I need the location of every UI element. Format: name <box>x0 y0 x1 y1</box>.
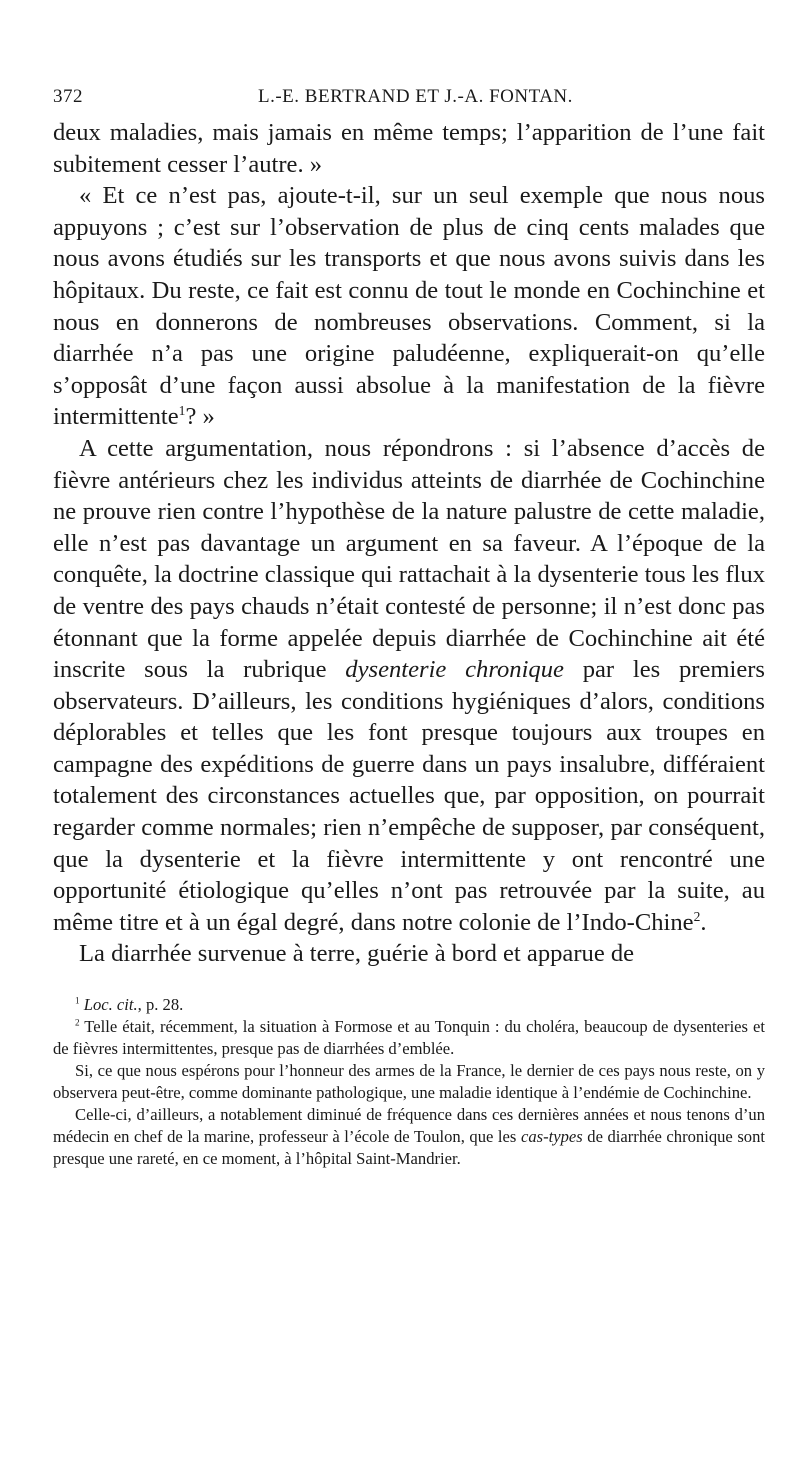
footnotes <box>53 994 765 1170</box>
footnote-2-paragraph-3-end: de diarrhée chronique sont presque une rareté, en ce moment, à l’hôpital Saint-Mandrier. <box>53 1127 766 1169</box>
paragraph-text: A cette argumentation, nous répondrons : si l’absence d’accès de fièvre antérieurs chez les individus atteints de diarrhée de Cochinchine ne prouve rien contre l’hypothèse de la nature palustre de cette maladie, elle n’est pas davantage un argument en sa faveur. A l’époque de la conquête, la doctrine classique qui rattachait à la dysenterie tous les flux de ventre des pays chauds n’était contesté de personne; il n’est donc pas étonnant que la forme appelée depuis diarrhée de Cochinchine ait été inscrite sous la rubrique <box>53 434 765 684</box>
footnote-2-italic-term: cas-types <box>520 1127 583 1147</box>
running-head-authors: L.-E. BERTRAND ET J.-A. FONTAN. <box>258 86 573 107</box>
page-number: 372 <box>53 86 83 107</box>
running-head <box>53 72 765 116</box>
footnote-2-paragraph-3 <box>53 1104 765 1170</box>
footnote-2 <box>53 1016 765 1060</box>
footnote-2-paragraph-3-text: Celle-ci, d’ailleurs, a notablement diminué de fréquence dans ces dernières années et nous tenons d’un médecin en chef de la marine, professeur à l’école de Toulon, que les <box>53 1105 765 1147</box>
footnote-ref-1[interactable]: 1 <box>178 403 186 419</box>
paragraph-text-end: . <box>700 908 707 936</box>
book-page <box>53 72 765 1170</box>
footnote-2-mark: 2 <box>75 1017 80 1028</box>
footnote-1-text: , p. 28. <box>137 995 184 1015</box>
paragraph-text-end: ? » <box>185 403 215 431</box>
footnote-2-paragraph-2: Si, ce que nous espérons pour l’honneur des armes de la France, le dernier de ces pays nous reste, on y observera peut-être, comme dominante pathologique, une maladie identique à l’endémie de Cochinchine. <box>53 1061 765 1103</box>
body-text <box>53 117 765 970</box>
paragraph-argument <box>53 433 765 939</box>
footnote-1-mark: 1 <box>75 995 80 1006</box>
footnote-2-text: Telle était, récemment, la situation à Formose et au Tonquin : du choléra, beaucoup de dysenteries et de fièvres intermittentes, presque pas de diarrhées d’emblée. <box>53 1017 765 1059</box>
footnote-ref-2[interactable]: 2 <box>693 908 701 924</box>
paragraph-text: « Et ce n’est pas, ajoute-t-il, sur un seul exemple que nous nous appuyons ; c’est sur l’observation de plus de cinq cents malades que nous avons étudiés sur les transports et que nous avons suivis dans les hôpitaux. Du reste, ce fait est connu de tout le monde en Cochinchine et nous en donnerons de nombreuses observations. Comment, si la diarrhée n’a pas une origine paludéenne, expliquerait-on qu’elle s’opposât d’une façon aussi absolue à la manifestation de la fièvre intermittente <box>53 182 765 431</box>
paragraph-last: La diarrhée survenue à terre, guérie à bord et apparue de <box>79 940 635 968</box>
footnote-1-italic: Loc. cit. <box>83 995 138 1015</box>
italic-term: dysenterie chronique <box>345 656 564 684</box>
paragraph-continued: deux maladies, mais jamais en même temps; l’apparition de l’une fait subitement cesser l’autre. » <box>53 119 765 178</box>
footnote-1 <box>53 994 765 1016</box>
paragraph-text-continued: par les premiers observateurs. D’ailleurs, les conditions hygiéniques d’alors, conditions déplorables et telles que les font presque toujours aux troupes en campagne des expéditions de guerre dans un pays insalubre, différaient totalement des circonstances actuelles que, par opposition, on pourrait regarder comme normales; rien n’empêche de supposer, par conséquent, que la dysenterie et la fièvre intermittente y ont rencontré une opportunité étiologique qu’elles n’ont pas retrouvée par la suite, au même titre et à un égal degré, dans notre colonie de l’Indo-Chine <box>53 656 766 936</box>
paragraph-quotation <box>53 180 765 433</box>
